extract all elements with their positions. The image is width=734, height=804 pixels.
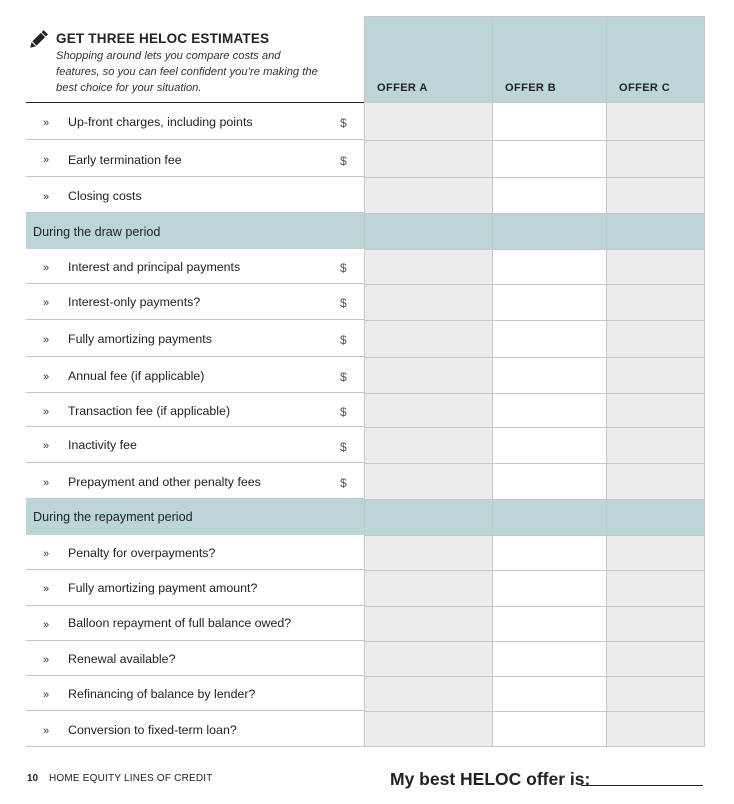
offer-c-cell-fully-amort-amount[interactable]	[607, 571, 704, 607]
offer-a-cell-repay-section	[365, 500, 492, 536]
row-refinancing	[26, 676, 364, 711]
offer-b-cell-early-term[interactable]	[493, 141, 606, 178]
offer-b-cell-inactivity[interactable]	[493, 428, 606, 464]
row-closing-costs	[26, 177, 364, 213]
offer-b-cell-repay-section	[493, 500, 606, 536]
dollar-sign: $	[340, 296, 347, 310]
offer-a-cell-annual-fee[interactable]	[365, 358, 492, 394]
footer-doc-title: HOME EQUITY LINES OF CREDIT	[49, 773, 213, 784]
offer-a-cell-transaction-fee[interactable]	[365, 394, 492, 428]
row-annual-fee	[26, 357, 364, 393]
row-label: Interest-only payments?	[68, 295, 201, 309]
offer-a-column	[365, 17, 492, 746]
row-label: Annual fee (if applicable)	[68, 369, 205, 383]
bullet-icon: »	[43, 548, 50, 560]
offer-c-cell-draw-section	[607, 214, 704, 250]
section-label: During the repayment period	[33, 510, 193, 524]
row-interest-only	[26, 284, 364, 320]
offer-a-cell-inactivity[interactable]	[365, 428, 492, 464]
offer-a-cell-int-only[interactable]	[365, 285, 492, 321]
offer-c-cell-early-term[interactable]	[607, 141, 704, 178]
bullet-icon: »	[43, 191, 50, 203]
subtitle-line: features, so you can feel confident you’re making the	[56, 66, 318, 78]
bullet-icon: »	[43, 725, 50, 737]
section-label: During the draw period	[33, 225, 161, 239]
offer-c-cell-repay-section	[607, 500, 704, 536]
row-label: Penalty for overpayments?	[68, 546, 216, 560]
offer-b-cell-balloon[interactable]	[493, 607, 606, 642]
dollar-sign: $	[340, 116, 347, 130]
bullet-icon: »	[43, 154, 50, 166]
offer-a-cell-int-principal[interactable]	[365, 250, 492, 285]
row-label: Conversion to fixed-term loan?	[68, 723, 237, 737]
offer-c-cell-int-only[interactable]	[607, 285, 704, 321]
bullet-icon: »	[43, 583, 50, 595]
offer-c-cell-balloon[interactable]	[607, 607, 704, 642]
row-label: Early termination fee	[68, 153, 182, 167]
offer-b-cell-transaction-fee[interactable]	[493, 394, 606, 428]
dollar-sign: $	[340, 476, 347, 490]
offer-b-cell-closing[interactable]	[493, 178, 606, 214]
offer-a-header	[365, 17, 492, 103]
best-offer-label: My best HELOC offer is:	[390, 769, 591, 789]
offer-c-label: OFFER C	[619, 82, 671, 94]
subtitle-line: best choice for your situation.	[56, 82, 202, 94]
bullet-icon: »	[43, 371, 50, 383]
row-transaction-fee	[26, 393, 364, 427]
offer-a-cell-closing[interactable]	[365, 178, 492, 214]
offer-c-column	[606, 17, 704, 746]
row-label: Closing costs	[68, 189, 142, 203]
dollar-sign: $	[340, 333, 347, 347]
offer-c-header	[607, 17, 704, 103]
offer-c-cell-upfront[interactable]	[607, 103, 704, 141]
row-label: Prepayment and other penalty fees	[68, 475, 261, 489]
offer-b-cell-prepayment[interactable]	[493, 464, 606, 500]
row-label: Transaction fee (if applicable)	[68, 404, 231, 418]
dollar-sign: $	[340, 261, 347, 275]
offer-b-cell-fully-amort-amount[interactable]	[493, 571, 606, 607]
offer-a-cell-overpay[interactable]	[365, 536, 492, 571]
row-balloon-repayment	[26, 606, 364, 641]
row-renewal	[26, 641, 364, 676]
row-fully-amortizing-amount	[26, 570, 364, 606]
offer-b-cell-annual-fee[interactable]	[493, 358, 606, 394]
row-overpayments	[26, 535, 364, 570]
offer-b-cell-overpay[interactable]	[493, 536, 606, 571]
offer-c-cell-closing[interactable]	[607, 178, 704, 214]
offer-c-cell-int-principal[interactable]	[607, 250, 704, 285]
dollar-sign: $	[340, 440, 347, 454]
bullet-icon: »	[43, 689, 50, 701]
offer-c-cell-inactivity[interactable]	[607, 428, 704, 464]
bullet-icon: »	[43, 262, 50, 274]
offer-c-cell-prepayment[interactable]	[607, 464, 704, 500]
offer-b-cell-int-only[interactable]	[493, 285, 606, 321]
row-inactivity-fee	[26, 427, 364, 463]
offers-grid	[364, 16, 705, 747]
offer-a-cell-prepayment[interactable]	[365, 464, 492, 500]
offer-a-cell-fully-amort[interactable]	[365, 321, 492, 358]
offer-a-cell-upfront[interactable]	[365, 103, 492, 141]
offer-a-cell-balloon[interactable]	[365, 607, 492, 642]
row-label: Inactivity fee	[68, 438, 137, 452]
subtitle-line: Shopping around lets you compare costs and	[56, 50, 281, 62]
offer-a-cell-draw-section	[365, 214, 492, 250]
offer-c-cell-transaction-fee[interactable]	[607, 394, 704, 428]
best-offer-blank[interactable]	[581, 785, 703, 786]
worksheet-header	[26, 24, 364, 103]
bullet-icon: »	[43, 117, 50, 129]
offer-a-label: OFFER A	[377, 82, 428, 94]
offer-b-cell-draw-section	[493, 214, 606, 250]
worksheet-title: GET THREE HELOC ESTIMATES	[56, 31, 270, 46]
offer-c-cell-renewal[interactable]	[607, 642, 704, 677]
row-label: Fully amortizing payments	[68, 332, 212, 346]
offer-c-cell-fully-amort[interactable]	[607, 321, 704, 358]
row-interest-principal	[26, 249, 364, 284]
row-label: Fully amortizing payment amount?	[68, 581, 258, 595]
row-fully-amortizing	[26, 320, 364, 357]
offer-b-cell-fully-amort[interactable]	[493, 321, 606, 358]
section-repayment-period	[26, 499, 364, 535]
row-label: Interest and principal payments	[68, 260, 241, 274]
offer-b-cell-refinancing[interactable]	[493, 677, 606, 712]
pencil-icon	[26, 28, 50, 52]
section-draw-period	[26, 213, 364, 249]
bullet-icon: »	[43, 619, 50, 631]
dollar-sign: $	[340, 405, 347, 419]
page-number: 10	[27, 773, 39, 784]
row-label: Refinancing of balance by lender?	[68, 687, 256, 701]
offer-c-cell-annual-fee[interactable]	[607, 358, 704, 394]
row-label: Renewal available?	[68, 652, 176, 666]
bullet-icon: »	[43, 654, 50, 666]
offer-a-cell-early-term[interactable]	[365, 141, 492, 178]
row-upfront	[26, 102, 364, 140]
offer-c-cell-conversion[interactable]	[607, 712, 704, 746]
offer-b-label: OFFER B	[505, 82, 557, 94]
bullet-icon: »	[43, 297, 50, 309]
bullet-icon: »	[43, 406, 50, 418]
row-early-termination	[26, 140, 364, 177]
offer-a-cell-fully-amort-amount[interactable]	[365, 571, 492, 607]
offer-a-cell-conversion[interactable]	[365, 712, 492, 746]
offer-b-header	[493, 17, 606, 103]
dollar-sign: $	[340, 370, 347, 384]
offer-b-cell-renewal[interactable]	[493, 642, 606, 677]
offer-b-column	[492, 17, 606, 746]
bullet-icon: »	[43, 477, 50, 489]
offer-a-cell-refinancing[interactable]	[365, 677, 492, 712]
worksheet-subtitle	[56, 48, 346, 96]
dollar-sign: $	[340, 154, 347, 168]
offer-c-cell-overpay[interactable]	[607, 536, 704, 571]
row-conversion	[26, 711, 364, 747]
bullet-icon: »	[43, 334, 50, 346]
bullet-icon: »	[43, 440, 50, 452]
offer-b-cell-conversion[interactable]	[493, 712, 606, 746]
row-label: Up-front charges, including points	[68, 115, 253, 129]
offer-c-cell-refinancing[interactable]	[607, 677, 704, 712]
row-prepayment-fees	[26, 463, 364, 499]
offer-a-cell-renewal[interactable]	[365, 642, 492, 677]
row-label: Balloon repayment of full balance owed?	[68, 616, 292, 630]
offer-b-cell-int-principal[interactable]	[493, 250, 606, 285]
offer-b-cell-upfront[interactable]	[493, 103, 606, 141]
